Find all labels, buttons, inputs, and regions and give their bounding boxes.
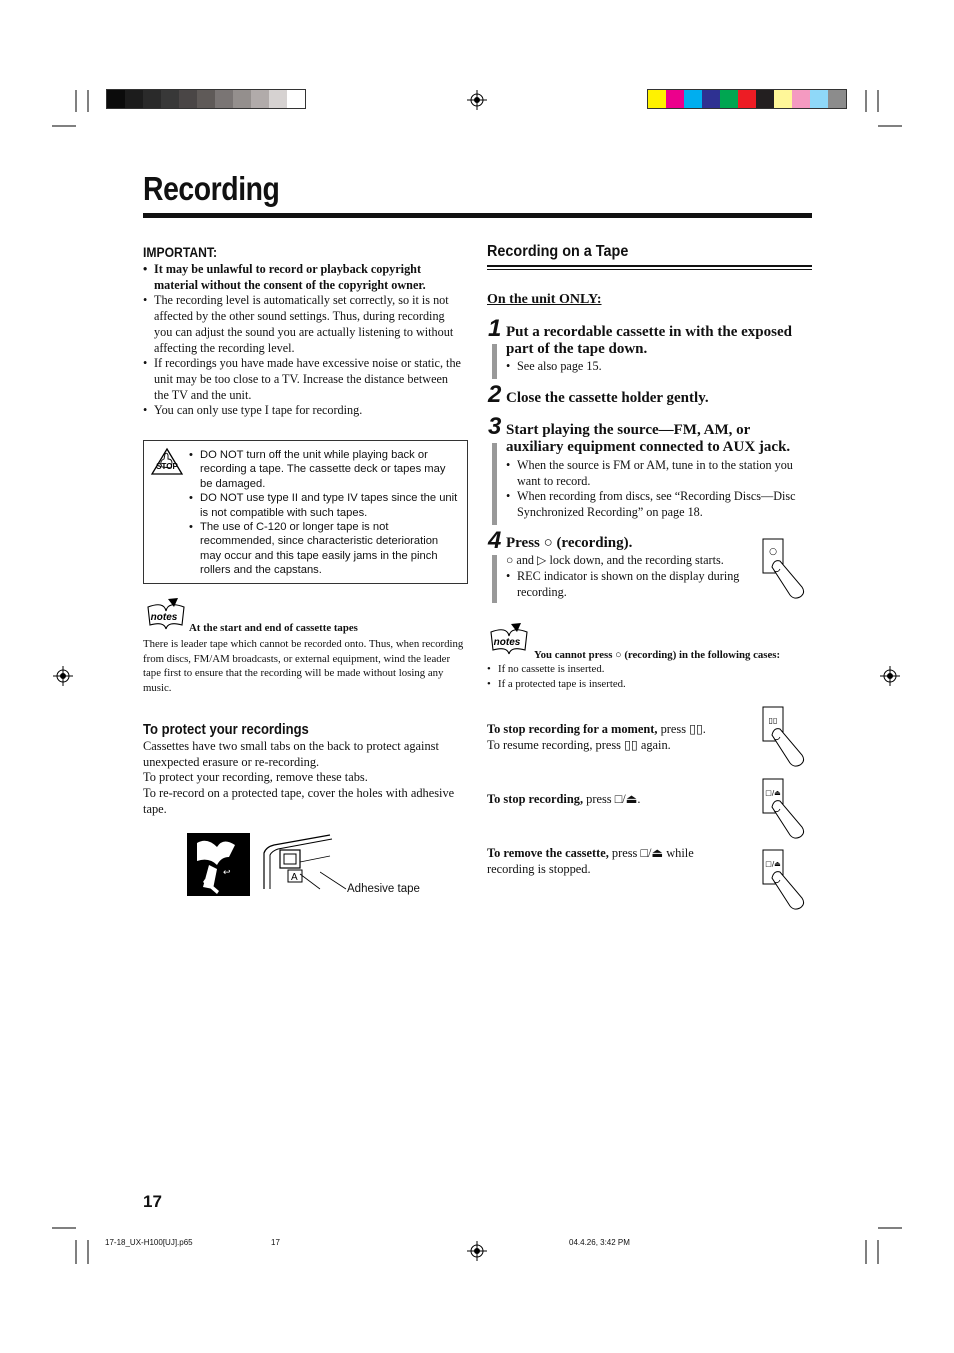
svg-text:notes: notes	[493, 637, 521, 648]
step-subitem: • REC indicator is shown on the display during recording.	[506, 569, 741, 600]
notes-heading: You cannot press ○ (recording) in the following cases:	[534, 649, 781, 661]
caution-list	[189, 448, 459, 578]
notes-body: There is leader tape which cannot be recorded onto. Thus, when recording from discs, FM/AM broadcasts, or external equipment, wind the leader tape first to ensure that the recording will be made without losing any music.	[143, 638, 464, 694]
step-number: 2	[488, 381, 502, 408]
step-bar	[492, 344, 497, 379]
step-number: 4	[488, 527, 502, 554]
notes-icon	[487, 622, 529, 656]
step-heading: Put a recordable cassette in with the exposed part of the tape down.	[506, 324, 792, 357]
eject-button-press-illustration	[760, 848, 806, 910]
important-list	[143, 262, 465, 419]
footer-filename: 17-18_UX-H100[UJ].p65	[105, 1238, 193, 1247]
important-item-bold: • It may be unlawful to record or playback copyright material without the consent of the copyright owner.	[143, 262, 465, 293]
arrow-icon: ↩	[223, 867, 231, 877]
important-item: • You can only use type I tape for recording.	[143, 403, 465, 419]
pause-button-icon: ▯▯	[768, 716, 778, 725]
caution-item: • DO NOT use type II and type IV tapes since the unit is not compatible with such tapes.	[189, 491, 459, 520]
section-title: Recording on a Tape	[487, 243, 629, 260]
step-subitem: • See also page 15.	[506, 359, 796, 375]
stop-eject-button-icon: □/⏏	[765, 860, 781, 868]
step-number: 3	[488, 413, 502, 440]
step-subitem: • When the source is FM or AM, tune in to the station you want to record.	[506, 458, 796, 489]
protect-text	[143, 739, 467, 818]
important-item: • If recordings you have made have excessive noise or static, the unit may be too close to a TV. Increase the distance between the TV and the unit.	[143, 356, 465, 403]
title-divider	[143, 213, 812, 218]
footer-date: 04.4.26, 3:42 PM	[569, 1238, 630, 1247]
pause-button-press-illustration	[760, 705, 806, 767]
stop-eject-button-icon: □/⏏	[765, 789, 781, 797]
stop-instruction: To stop recording, press □/⏏.	[487, 792, 641, 806]
step-bar	[492, 443, 497, 525]
protect-line: Cassettes have two small tabs on the back to protect against unexpected erasure or re-recording.	[143, 739, 439, 769]
protect-line: To re-record on a protected tape, cover the holes with adhesive tape.	[143, 786, 455, 816]
svg-text:notes: notes	[150, 612, 178, 623]
remove-instruction: To remove the cassette, press □/⏏ while recording is stopped.	[487, 846, 694, 876]
tab-letter: A	[291, 872, 298, 883]
footer-page: 17	[271, 1238, 280, 1247]
remove-tab-illustration	[187, 833, 251, 897]
step-subitem: • When recording from discs, see “Recording Discs—Disc Synchronized Recording” on page 18.	[506, 489, 796, 520]
important-item: • The recording level is automatically set correctly, so it is not affected by the other sound settings. Thus, during recording you can adjust the sound you are actually listening to without affecting the recording level.	[143, 293, 465, 356]
step-sublist	[506, 569, 741, 600]
callout-line	[320, 870, 350, 892]
rec-button-press-illustration	[760, 537, 806, 599]
step-heading: Close the cassette holder gently.	[506, 390, 709, 406]
notes-item: • If no cassette is inserted.	[487, 663, 605, 675]
notes-icon	[144, 597, 186, 631]
caution-item: • The use of C-120 or longer tape is not recommended, since characteristic deterioration may occur and this tape easily jams in the pinch rollers and the capstans.	[189, 520, 459, 578]
unit-only-label: On the unit ONLY:	[487, 292, 602, 307]
protect-line: To protect your recording, remove these tabs.	[143, 770, 368, 785]
step-lead: ○ and ▷ lock down, and the recording starts.	[506, 553, 724, 567]
step-heading: Start playing the source—FM, AM, or auxiliary equipment connected to AUX jack.	[506, 422, 791, 455]
step-number: 1	[488, 315, 502, 342]
step-sublist	[506, 458, 796, 521]
notes-list	[487, 662, 787, 691]
rec-button-icon: ○	[769, 547, 777, 557]
page-number: 17	[143, 1192, 162, 1211]
step-bar	[492, 555, 497, 603]
pause-instruction: To stop recording for a moment, press ▯▯. To resume recording, press ▯▯ again.	[487, 722, 706, 752]
svg-text:STOP: STOP	[156, 462, 178, 471]
important-heading: IMPORTANT:	[143, 245, 218, 260]
stop-hand-icon	[150, 447, 184, 477]
stop-button-press-illustration	[760, 777, 806, 839]
caution-item: • DO NOT turn off the unit while playing back or recording a tape. The cassette deck or tapes may be damaged.	[189, 448, 459, 491]
notes-item: • If a protected tape is inserted.	[487, 677, 626, 690]
step-sublist	[506, 359, 796, 375]
section-rule	[487, 265, 812, 267]
section-rule-thin	[487, 269, 812, 270]
notes-heading: At the start and end of cassette tapes	[189, 622, 358, 634]
adhesive-tape-label: Adhesive tape	[347, 883, 420, 895]
page-title: Recording	[143, 170, 280, 207]
protect-heading: To protect your recordings	[143, 722, 309, 738]
step-heading: Press ○ (recording).	[506, 535, 633, 551]
